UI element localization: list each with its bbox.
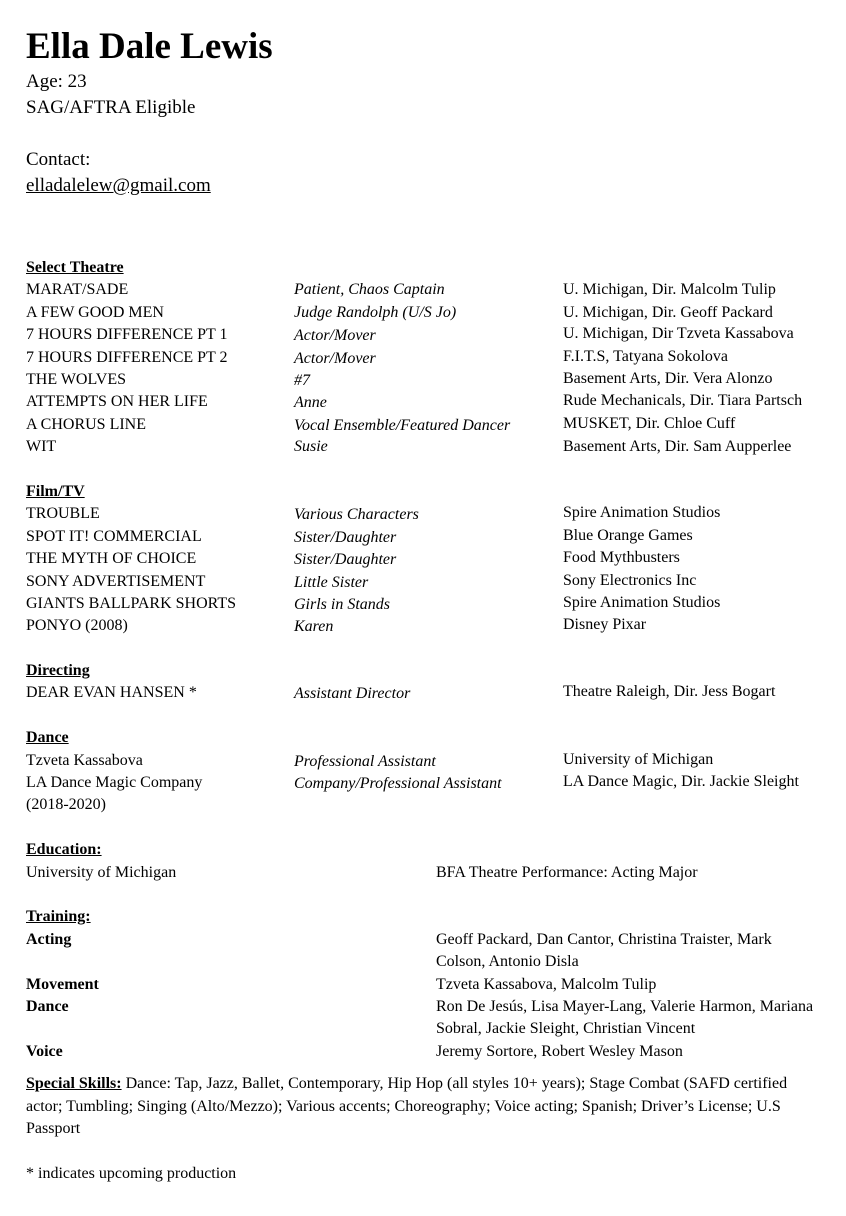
training-area: Acting xyxy=(26,930,72,948)
union-status: SAG/AFTRA Eligible xyxy=(26,97,196,118)
credit-role: Vocal Ensemble/Featured Dancer xyxy=(294,416,511,434)
credit-row xyxy=(26,369,826,391)
credit-title: 7 HOURS DIFFERENCE PT 1 xyxy=(26,326,228,344)
credit-title: WIT xyxy=(26,438,57,456)
credit-row xyxy=(26,302,826,324)
credit-row xyxy=(26,324,826,346)
training-area: Voice xyxy=(26,1042,63,1060)
credit-role: Various Characters xyxy=(294,506,419,524)
credit-title: LA Dance Magic Company xyxy=(26,774,203,792)
credit-venue: Disney Pixar xyxy=(563,616,647,634)
credit-title: SONY ADVERTISEMENT xyxy=(26,572,206,590)
section-heading: Select Theatre xyxy=(26,259,124,276)
credit-venue: Spire Animation Studios xyxy=(563,504,721,522)
credit-row xyxy=(26,347,826,369)
credit-title: Tzveta Kassabova xyxy=(26,751,143,769)
credit-row xyxy=(26,615,826,637)
credit-role: Sister/Daughter xyxy=(294,551,397,569)
credit-role: Professional Assistant xyxy=(294,752,436,770)
email-link[interactable]: elladalelew@gmail.com xyxy=(26,175,211,196)
directing-section xyxy=(26,660,826,705)
resume-page xyxy=(26,25,826,1185)
credit-note: (2018-2020) xyxy=(26,796,106,814)
credit-venue: Spire Animation Studios xyxy=(563,593,721,611)
training-area: Movement xyxy=(26,975,99,993)
credit-row xyxy=(26,772,826,794)
header-meta xyxy=(26,69,826,199)
section-heading: Dance xyxy=(26,729,69,747)
actor-name: Ella Dale Lewis xyxy=(26,26,273,67)
credit-role: Girls in Stands xyxy=(294,595,391,613)
credit-row xyxy=(26,794,826,816)
footnote: * indicates upcoming production xyxy=(26,1164,237,1182)
credit-title: MARAT/SADE xyxy=(26,281,129,299)
age: Age: 23 xyxy=(26,71,87,92)
credit-venue: LA Dance Magic, Dir. Jackie Sleight xyxy=(563,773,799,791)
credit-venue: Sony Electronics Inc xyxy=(563,571,697,589)
credit-role: Actor/Mover xyxy=(294,327,376,345)
credit-role: Anne xyxy=(294,394,327,412)
contact-label: Contact: xyxy=(26,149,91,170)
education-row xyxy=(26,862,826,884)
credit-role: Sister/Daughter xyxy=(294,528,397,546)
credit-title: PONYO (2008) xyxy=(26,617,128,635)
credit-role: Susie xyxy=(294,438,328,456)
credit-role: Patient, Chaos Captain xyxy=(294,281,445,299)
training-teachers: Tzveta Kassabova, Malcolm Tulip xyxy=(436,975,657,993)
skills-label: Special Skills: xyxy=(26,1075,122,1093)
section-heading: Training: xyxy=(26,908,91,926)
credit-row xyxy=(26,750,826,772)
training-teachers: Jeremy Sortore, Robert Wesley Mason xyxy=(436,1042,683,1060)
credit-venue: Rude Mechanicals, Dir. Tiara Partsch xyxy=(563,392,803,410)
credit-role: Little Sister xyxy=(294,573,369,591)
credit-venue: MUSKET, Dir. Chloe Cuff xyxy=(563,414,736,432)
credit-venue: F.I.T.S, Tatyana Sokolova xyxy=(563,347,728,365)
credit-venue: Food Mythbusters xyxy=(563,549,680,567)
credit-venue: Basement Arts, Dir. Sam Aupperlee xyxy=(563,438,792,456)
credit-row xyxy=(26,571,826,593)
training-row xyxy=(26,974,826,996)
skills-text: Dance: Tap, Jazz, Ballet, Contemporary, Hip Hop (all styles 10+ years); Stage Combat (SAFD certified actor; Tumbling; Singing (Alto/Mezzo); Various accents; Choreography; Voice acting; Spanish; Driver’s License; U.S Passport xyxy=(26,1075,788,1138)
education-section xyxy=(26,839,826,884)
training-row xyxy=(26,929,826,974)
credit-title: THE WOLVES xyxy=(26,370,126,388)
section-heading: Film/TV xyxy=(26,482,85,500)
degree: BFA Theatre Performance: Acting Major xyxy=(436,863,698,881)
credit-venue: U. Michigan, Dir. Geoff Packard xyxy=(563,303,773,321)
credit-venue: Blue Orange Games xyxy=(563,526,693,544)
training-row xyxy=(26,1041,826,1063)
credit-venue: U. Michigan, Dir Tzveta Kassabova xyxy=(563,325,794,343)
credit-row xyxy=(26,279,826,301)
credit-row xyxy=(26,503,826,525)
credit-row xyxy=(26,414,826,436)
credit-title: A FEW GOOD MEN xyxy=(26,303,164,321)
dance-section xyxy=(26,727,826,817)
credit-role: Company/Professional Assistant xyxy=(294,775,502,793)
credit-row xyxy=(26,436,826,458)
credit-title: DEAR EVAN HANSEN * xyxy=(26,684,197,702)
credit-title: SPOT IT! COMMERCIAL xyxy=(26,527,202,545)
school: University of Michigan xyxy=(26,863,177,881)
credit-role: #7 xyxy=(294,371,310,389)
training-row xyxy=(26,996,826,1041)
credit-venue: U. Michigan, Dir. Malcolm Tulip xyxy=(563,281,776,299)
credit-title: GIANTS BALLPARK SHORTS xyxy=(26,594,237,612)
credit-row xyxy=(26,593,826,615)
credit-venue: Theatre Raleigh, Dir. Jess Bogart xyxy=(563,683,776,701)
section-heading: Education: xyxy=(26,841,102,859)
training-section xyxy=(26,906,826,1063)
credit-row xyxy=(26,526,826,548)
credit-row xyxy=(26,391,826,413)
credit-role: Assistant Director xyxy=(294,685,411,703)
credit-row xyxy=(26,548,826,570)
credit-role: Actor/Mover xyxy=(294,349,376,367)
credit-role: Judge Randolph (U/S Jo) xyxy=(294,303,457,321)
credit-venue: Basement Arts, Dir. Vera Alonzo xyxy=(563,369,773,387)
credit-role: Karen xyxy=(294,618,334,636)
credit-title: TROUBLE xyxy=(26,505,100,523)
credit-title: ATTEMPTS ON HER LIFE xyxy=(26,393,208,411)
training-area: Dance xyxy=(26,998,69,1016)
credit-row xyxy=(26,682,826,704)
film-tv-section xyxy=(26,481,826,638)
credit-title: THE MYTH OF CHOICE xyxy=(26,550,197,568)
theatre-section xyxy=(26,257,826,459)
training-teachers: Ron De Jesús, Lisa Mayer-Lang, Valerie Harmon, Mariana Sobral, Jackie Sleight, Christian Vincent xyxy=(436,998,814,1038)
section-heading: Directing xyxy=(26,662,90,680)
credit-title: 7 HOURS DIFFERENCE PT 2 xyxy=(26,348,228,366)
credit-title: A CHORUS LINE xyxy=(26,415,147,433)
credit-venue: University of Michigan xyxy=(563,750,714,768)
special-skills xyxy=(26,1073,816,1140)
training-teachers: Geoff Packard, Dan Cantor, Christina Traister, Mark Colson, Antonio Disla xyxy=(436,930,772,971)
